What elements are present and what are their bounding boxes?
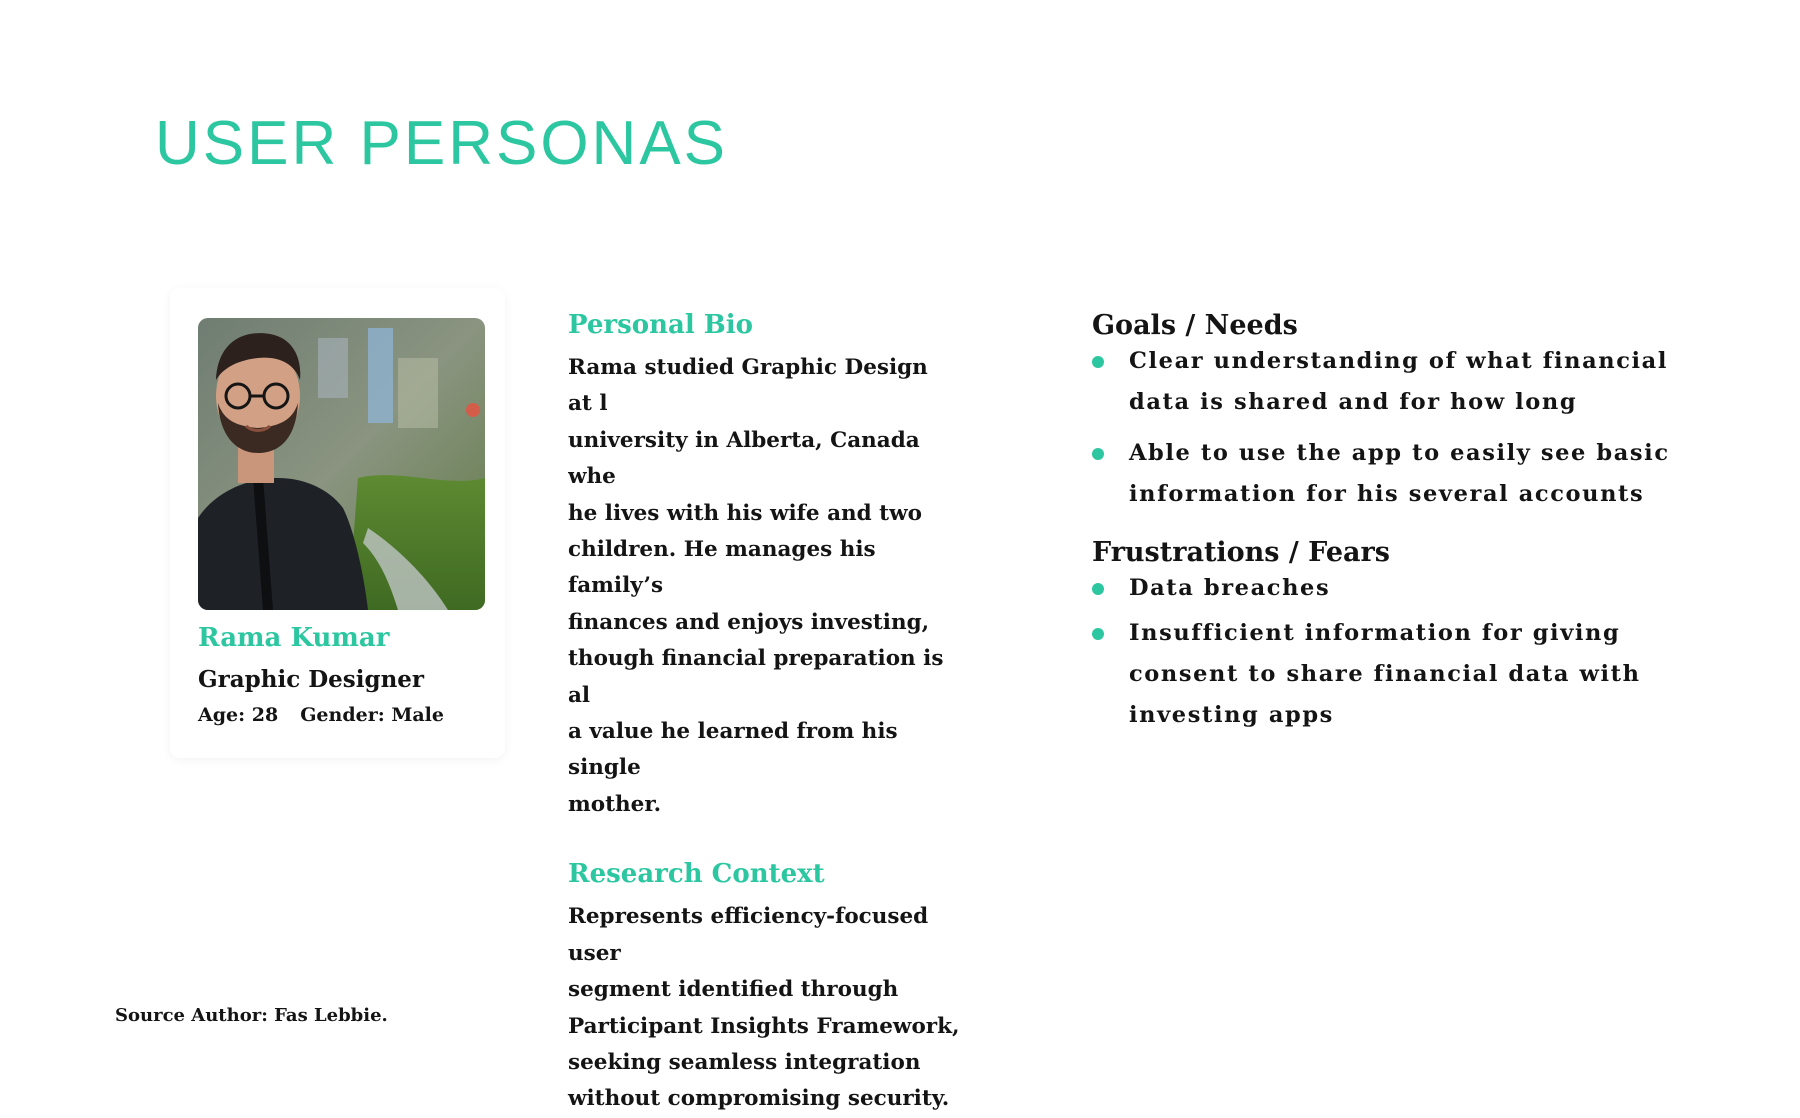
persona-card — [170, 288, 505, 758]
bio-line: university in Alberta, Canada whe — [568, 427, 920, 490]
bullet-dot-icon — [1092, 628, 1104, 640]
research-line: Participant Insights Framework, — [568, 1013, 960, 1039]
research-context-text — [568, 899, 988, 1117]
research-line: without compromising security. — [568, 1086, 950, 1112]
list-item: Data breaches — [1092, 568, 1772, 609]
bio-line: he lives with his wife and two — [568, 500, 922, 526]
page-title: USER PERSONAS — [155, 109, 729, 178]
bio-line: Rama studied Graphic Design at l — [568, 355, 928, 417]
bio-line: finances and enjoys investing, — [568, 609, 930, 635]
research-line: seeking seamless integration — [568, 1049, 921, 1075]
source-credit: Source Author: Fas Lebbie. — [115, 1005, 388, 1026]
bio-line: a value he learned from his single — [568, 719, 898, 781]
personal-bio-text — [568, 350, 953, 823]
persona-meta — [198, 704, 444, 726]
goals-list — [1092, 341, 1772, 515]
bio-column — [568, 310, 978, 1118]
persona-gender: Gender: Male — [300, 704, 444, 726]
bio-line: children. He manages his family’s — [568, 537, 876, 599]
persona-role: Graphic Designer — [198, 666, 425, 693]
bullet-dot-icon — [1092, 583, 1104, 595]
list-item: Insufficient information for giving consent to share financial data with investing apps — [1092, 613, 1772, 736]
personal-bio-heading: Personal Bio — [568, 310, 753, 340]
bullet-dot-icon — [1092, 356, 1104, 368]
research-context-heading: Research Context — [568, 859, 825, 890]
list-item: Able to use the app to easily see basic information for his several accounts — [1092, 433, 1772, 515]
research-line: segment identified through — [568, 977, 899, 1003]
persona-photo — [198, 318, 485, 610]
bio-line: mother. — [568, 791, 662, 817]
bullet-dot-icon — [1092, 448, 1104, 460]
bio-line: though financial preparation is al — [568, 646, 944, 708]
frustrations-fears-heading: Frustrations / Fears — [1092, 537, 1390, 568]
fears-list — [1092, 568, 1772, 736]
goals-column — [1092, 310, 1772, 736]
research-line: Represents efficiency-focused user — [568, 904, 929, 966]
persona-name: Rama Kumar — [198, 623, 390, 653]
persona-age: Age: 28 — [198, 704, 279, 726]
goals-needs-heading: Goals / Needs — [1092, 310, 1298, 341]
list-item: Clear understanding of what financial data is shared and for how long — [1092, 341, 1772, 423]
